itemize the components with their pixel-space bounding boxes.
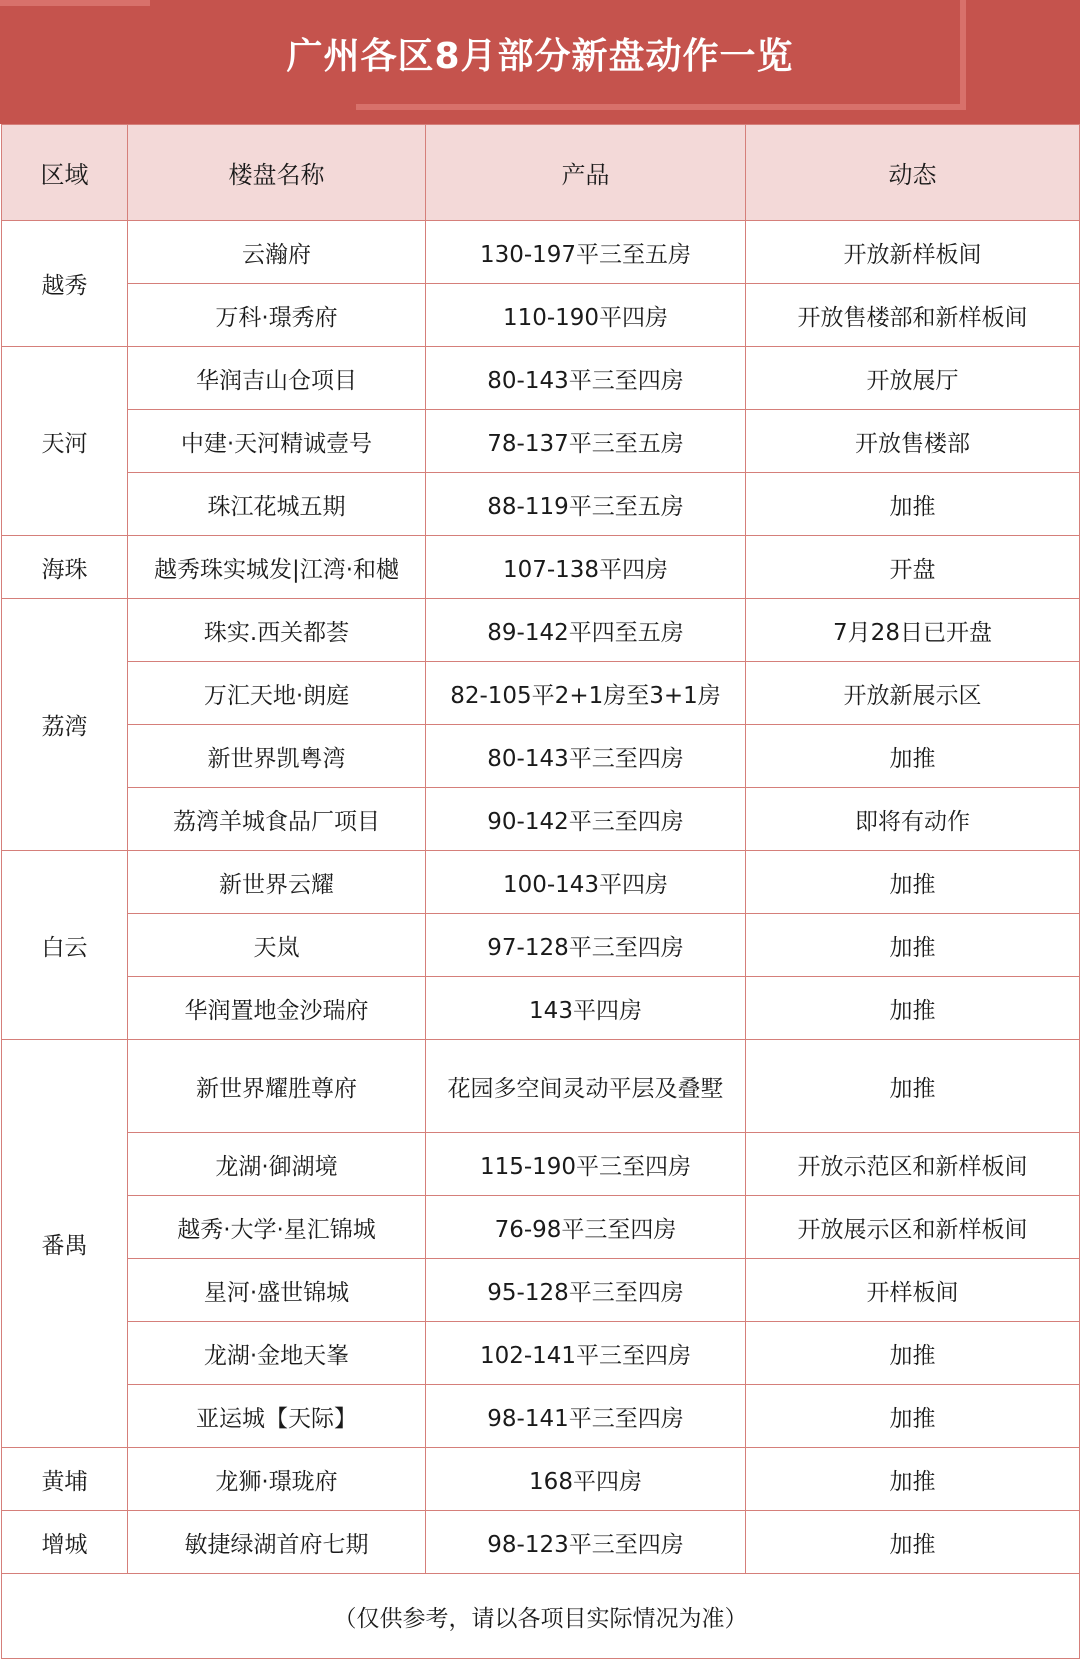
table-row (2, 1385, 1080, 1448)
table-row (2, 662, 1080, 725)
table-row (2, 977, 1080, 1040)
status-cell: 加推 (746, 473, 1080, 536)
status-cell: 开盘 (746, 536, 1080, 599)
project-name-cell: 云瀚府 (128, 221, 426, 284)
table-row (2, 221, 1080, 284)
product-cell: 花园多空间灵动平层及叠墅 (426, 1040, 746, 1133)
status-cell: 加推 (746, 1511, 1080, 1574)
header-name: 楼盘名称 (128, 125, 426, 221)
page-title: 广州各区8月部分新盘动作一览 (286, 36, 794, 77)
table-row (2, 1511, 1080, 1574)
project-name-cell: 华润吉山仓项目 (128, 347, 426, 410)
status-cell: 开放售楼部和新样板间 (746, 284, 1080, 347)
table-row (2, 1040, 1080, 1133)
table-row (2, 536, 1080, 599)
status-cell: 开放新样板间 (746, 221, 1080, 284)
status-cell: 加推 (746, 1385, 1080, 1448)
product-cell: 95-128平三至四房 (426, 1259, 746, 1322)
table-header-row (2, 125, 1080, 221)
status-cell: 加推 (746, 1448, 1080, 1511)
status-cell: 开放新展示区 (746, 662, 1080, 725)
product-cell: 98-141平三至四房 (426, 1385, 746, 1448)
status-cell: 开放展示区和新样板间 (746, 1196, 1080, 1259)
banner-decor-line (356, 104, 966, 110)
project-name-cell: 万汇天地·朗庭 (128, 662, 426, 725)
table-row (2, 410, 1080, 473)
product-cell: 78-137平三至五房 (426, 410, 746, 473)
project-name-cell: 天岚 (128, 914, 426, 977)
product-cell: 168平四房 (426, 1448, 746, 1511)
banner-decor-line (960, 0, 966, 110)
product-cell: 98-123平三至四房 (426, 1511, 746, 1574)
status-cell: 加推 (746, 1322, 1080, 1385)
product-cell: 115-190平三至四房 (426, 1133, 746, 1196)
product-cell: 107-138平四房 (426, 536, 746, 599)
table-row (2, 1196, 1080, 1259)
project-name-cell: 珠实.西关都荟 (128, 599, 426, 662)
status-cell: 7月28日已开盘 (746, 599, 1080, 662)
status-cell: 开放展厅 (746, 347, 1080, 410)
project-name-cell: 华润置地金沙瑞府 (128, 977, 426, 1040)
status-cell: 加推 (746, 1040, 1080, 1133)
product-cell: 102-141平三至四房 (426, 1322, 746, 1385)
product-cell: 130-197平三至五房 (426, 221, 746, 284)
product-cell: 88-119平三至五房 (426, 473, 746, 536)
district-cell: 番禺 (2, 1040, 128, 1448)
table-row (2, 788, 1080, 851)
project-name-cell: 中建·天河精诚壹号 (128, 410, 426, 473)
district-cell: 越秀 (2, 221, 128, 347)
product-cell: 143平四房 (426, 977, 746, 1040)
status-cell: 开放示范区和新样板间 (746, 1133, 1080, 1196)
project-name-cell: 龙狮·璟珑府 (128, 1448, 426, 1511)
project-name-cell: 越秀·大学·星汇锦城 (128, 1196, 426, 1259)
project-name-cell: 龙湖·金地天峯 (128, 1322, 426, 1385)
district-cell: 白云 (2, 851, 128, 1040)
table-row (2, 914, 1080, 977)
status-cell: 即将有动作 (746, 788, 1080, 851)
status-cell: 开样板间 (746, 1259, 1080, 1322)
status-cell: 加推 (746, 977, 1080, 1040)
district-cell: 海珠 (2, 536, 128, 599)
product-cell: 76-98平三至四房 (426, 1196, 746, 1259)
project-name-cell: 亚运城【天际】 (128, 1385, 426, 1448)
table-row (2, 1322, 1080, 1385)
header-status: 动态 (746, 125, 1080, 221)
product-cell: 97-128平三至四房 (426, 914, 746, 977)
product-cell: 100-143平四房 (426, 851, 746, 914)
project-name-cell: 越秀珠实城发|江湾·和樾 (128, 536, 426, 599)
status-cell: 加推 (746, 725, 1080, 788)
table-row (2, 1259, 1080, 1322)
footer-row (2, 1574, 1080, 1659)
product-cell: 110-190平四房 (426, 284, 746, 347)
project-name-cell: 新世界凯粤湾 (128, 725, 426, 788)
product-cell: 80-143平三至四房 (426, 725, 746, 788)
table-row (2, 725, 1080, 788)
project-name-cell: 万科·璟秀府 (128, 284, 426, 347)
district-cell: 荔湾 (2, 599, 128, 851)
status-cell: 加推 (746, 914, 1080, 977)
disclaimer-note: （仅供参考，请以各项目实际情况为准） (2, 1574, 1080, 1659)
title-banner (0, 0, 1080, 124)
table-body (2, 221, 1080, 1574)
table-row (2, 1133, 1080, 1196)
status-cell: 开放售楼部 (746, 410, 1080, 473)
district-cell: 增城 (2, 1511, 128, 1574)
district-cell: 天河 (2, 347, 128, 536)
header-district: 区域 (2, 125, 128, 221)
project-name-cell: 龙湖·御湖境 (128, 1133, 426, 1196)
table-row (2, 284, 1080, 347)
project-name-cell: 珠江花城五期 (128, 473, 426, 536)
product-cell: 90-142平三至四房 (426, 788, 746, 851)
table-row (2, 599, 1080, 662)
project-name-cell: 新世界耀胜尊府 (128, 1040, 426, 1133)
product-cell: 80-143平三至四房 (426, 347, 746, 410)
project-name-cell: 荔湾羊城食品厂项目 (128, 788, 426, 851)
district-cell: 黄埔 (2, 1448, 128, 1511)
project-name-cell: 星河·盛世锦城 (128, 1259, 426, 1322)
table-row (2, 473, 1080, 536)
header-product: 产品 (426, 125, 746, 221)
product-cell: 82-105平2+1房至3+1房 (426, 662, 746, 725)
table-row (2, 851, 1080, 914)
status-cell: 加推 (746, 851, 1080, 914)
banner-decor-line (0, 0, 150, 6)
table-row (2, 347, 1080, 410)
project-name-cell: 新世界云耀 (128, 851, 426, 914)
project-table (1, 124, 1080, 1659)
project-name-cell: 敏捷绿湖首府七期 (128, 1511, 426, 1574)
product-cell: 89-142平四至五房 (426, 599, 746, 662)
table-row (2, 1448, 1080, 1511)
